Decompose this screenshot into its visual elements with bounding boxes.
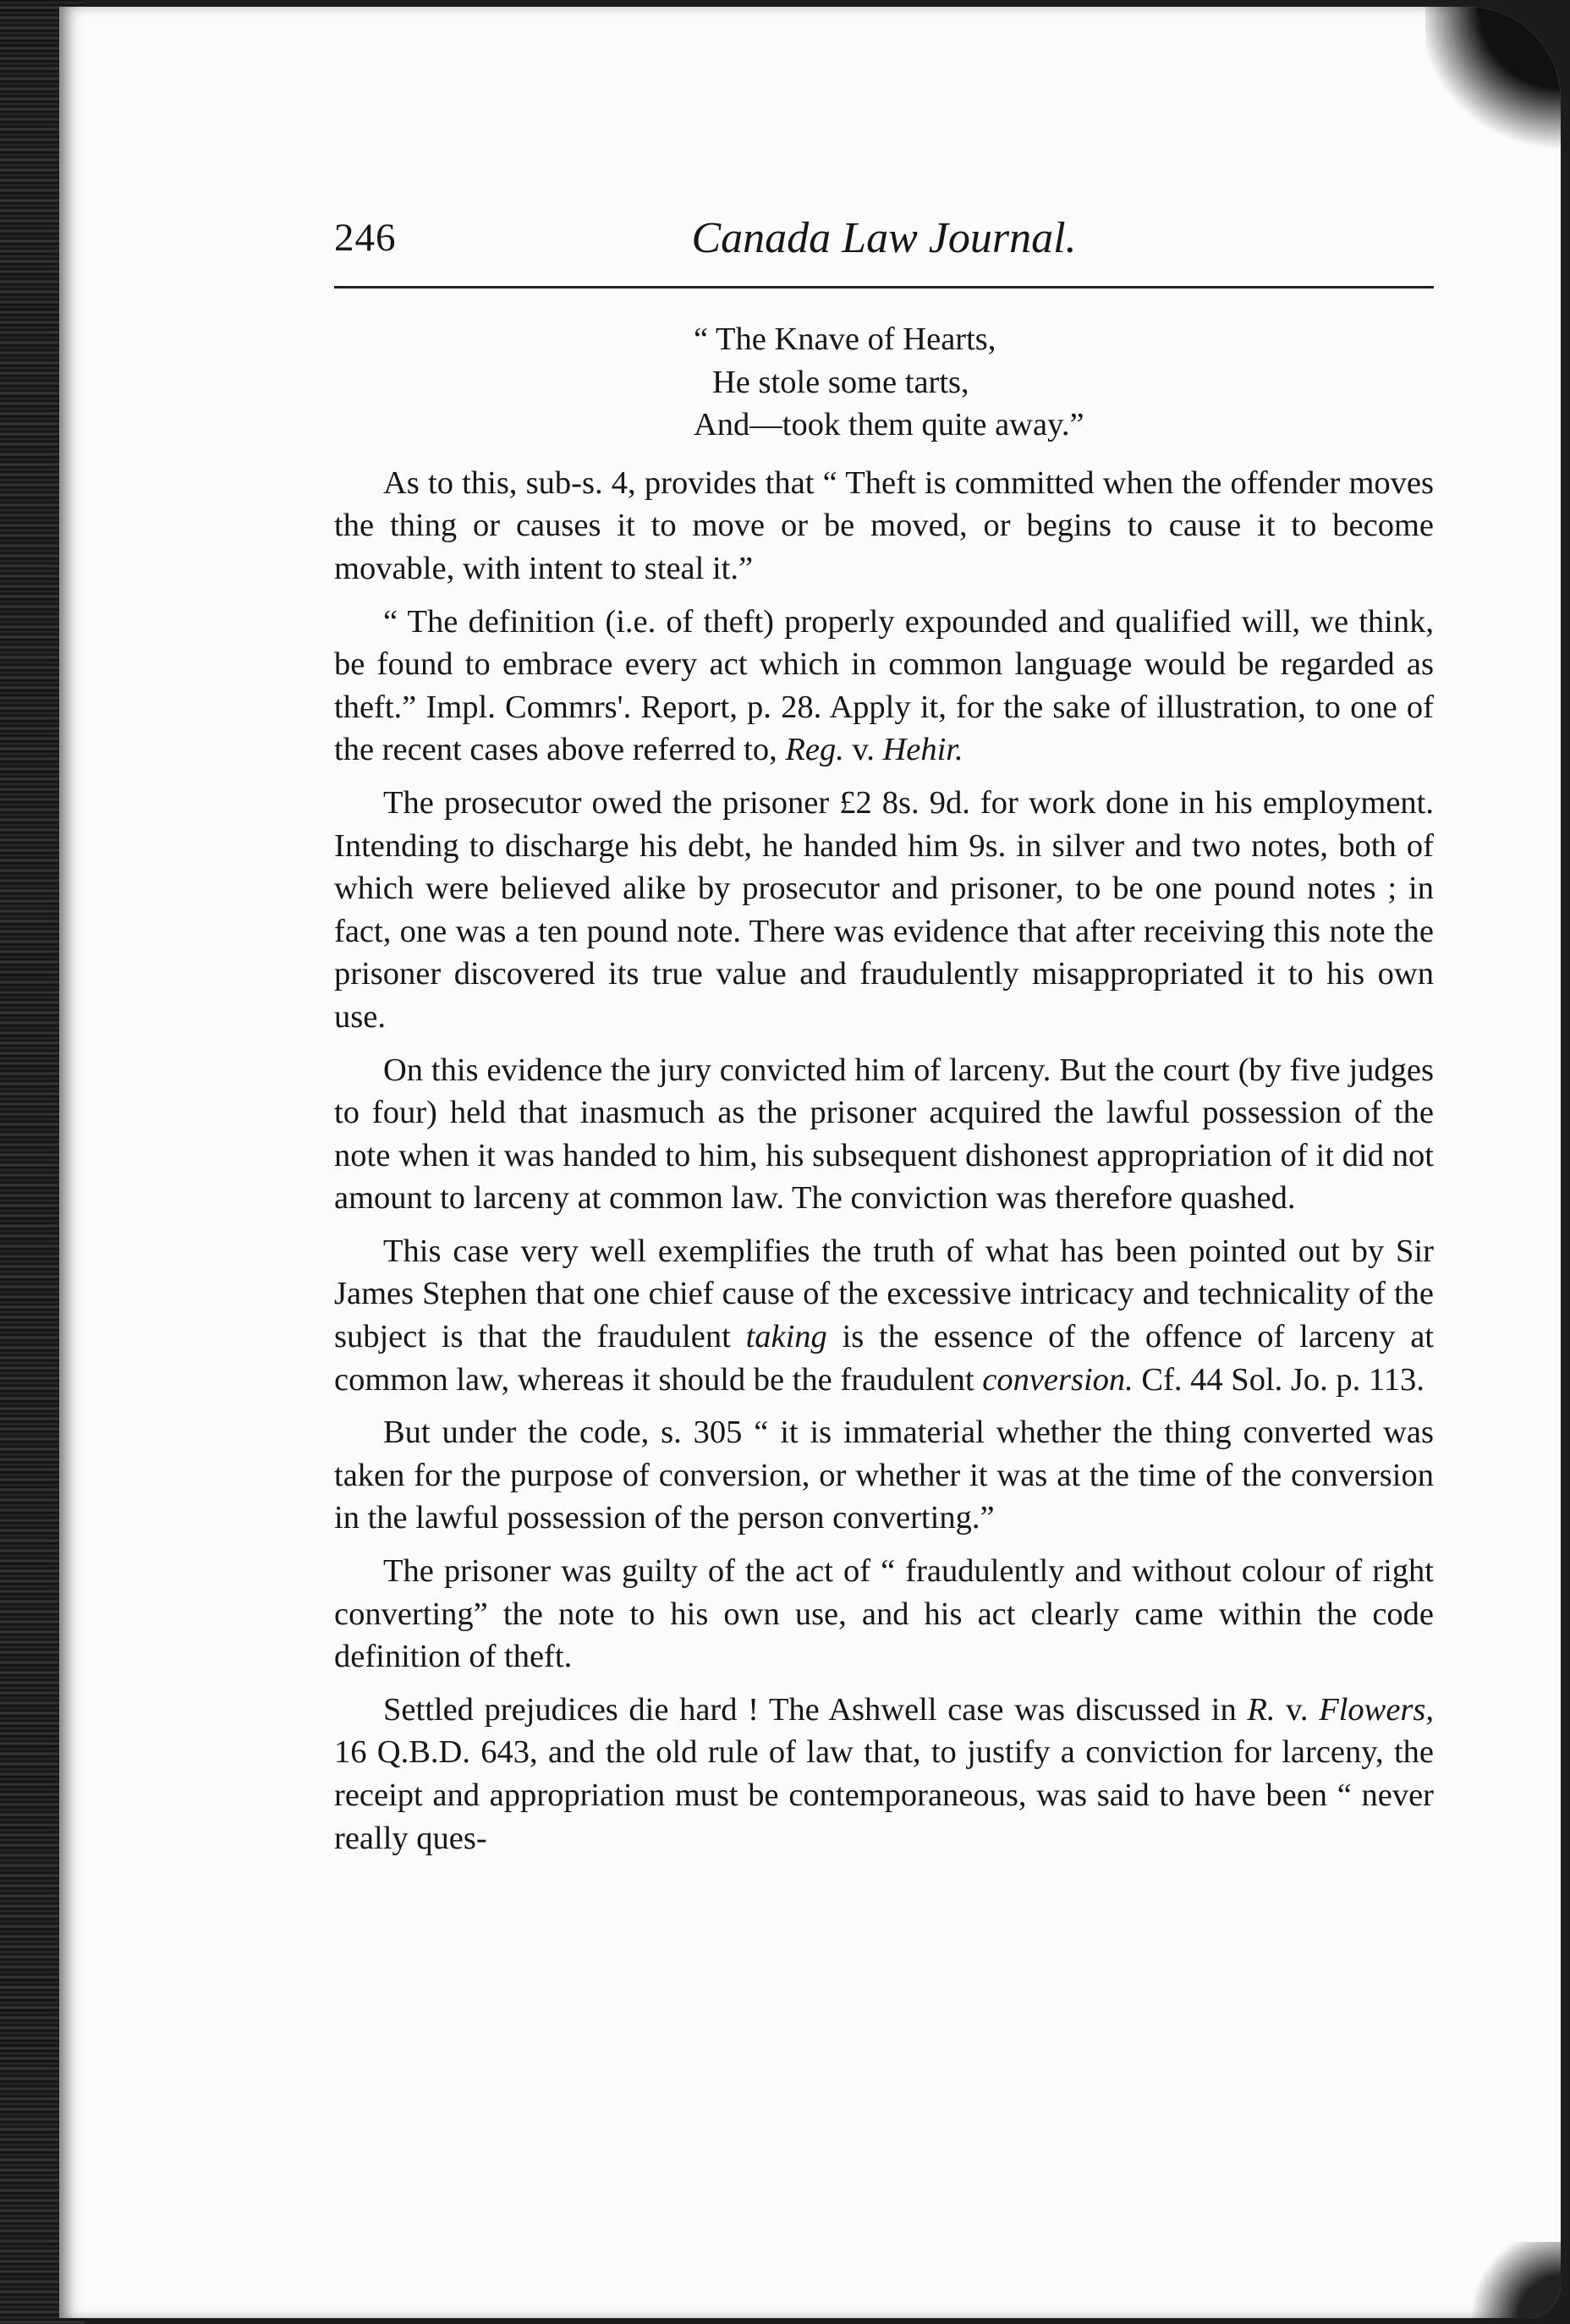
paragraph-commissioners-report: “ The definition (i.e. of theft) properly expounded and qualified will, we think, be found to embrace every act which in common language would be regarded as theft.” Impl. Commrs'. Report, p. 28. Apply it, for the sake of illustration, to one of the recent cases above referred to, Reg. v. Hehir. xyxy=(334,603,1434,768)
verse-line: “ The Knave of Hearts, xyxy=(694,321,996,357)
running-title: Canada Law Journal. xyxy=(691,214,1077,262)
verse-line: And—took them quite away.” xyxy=(694,407,1084,443)
verse-line: He stole some tarts, xyxy=(712,364,969,400)
case-name-reg: Reg. xyxy=(785,732,844,768)
page-body xyxy=(334,318,1434,1870)
case-name-flowers: Flowers, xyxy=(1319,1691,1435,1728)
verse-quote xyxy=(334,318,1434,447)
page-number: 246 xyxy=(334,216,397,260)
paragraph-code-305: But under the code, s. 305 “ it is immaterial whether the thing converted was taken for the purpose of conversion, or whether it was at the time of the conversion in the lawful possession of the person converting.” xyxy=(334,1415,1434,1536)
running-header xyxy=(334,213,1434,288)
paragraph-jury-verdict: On this evidence the jury convicted him of larceny. But the court (by five judges to four) held that inasmuch as the prisoner acquired the lawful possession of the note when it was handed to him, his subsequent dishonest appropriation of it did not amount to larceny at common law. The conviction was therefore quashed. xyxy=(334,1052,1434,1217)
scan-corner-shadow-bottom xyxy=(1468,2242,1561,2318)
scan-corner-shadow xyxy=(1425,7,1561,159)
paragraph-stephen-commentary: This case very well exemplifies the truth of what has been pointed out by Sir James Stephen that one chief cause of the excessive intricacy and technicality of the subject is that the fraudulent taking is the essence of the offence of larceny at common law, whereas it should be the fraudulent conversion. Cf. 44 Sol. Jo. p. 113. xyxy=(334,1233,1434,1398)
paragraph-facts: The prosecutor owed the prisoner £2 8s. 9d. for work done in his employment. Intending to discharge his debt, he handed him 9s. in silver and two notes, both of which were believed alike by prosecutor and prisoner, to be one pound notes ; in fact, one was a ten pound note. There was evidence that after receiving this note the prisoner discovered its true value and fraudulently misappropriated it to his own use. xyxy=(334,784,1434,1035)
book-page xyxy=(59,7,1561,2318)
paragraph-settled-prejudices: Settled prejudices die hard ! The Ashwell case was discussed in R. v. Flowers, 16 Q.B.D. 643, and the old rule of law that, to justify a conviction for larceny, the receipt and appropriation must be contemporaneous, was said to have been “ never really ques- xyxy=(334,1691,1435,1856)
paragraph-theft-definition: As to this, sub-s. 4, provides that “ Theft is committed when the offender moves the thing or causes it to move or be moved, or begins to cause it to become movable, with intent to steal it.” xyxy=(334,464,1434,586)
term-conversion: conversion. xyxy=(982,1361,1134,1398)
case-name-hehir: Hehir. xyxy=(882,732,963,768)
case-name-r: R. xyxy=(1247,1691,1276,1728)
term-taking: taking xyxy=(745,1319,827,1355)
paragraph-prisoner-guilty: The prisoner was guilty of the act of “ fraudulently and without colour of right converting” the note to his own use, and his act clearly came within the code definition of theft. xyxy=(334,1553,1434,1675)
